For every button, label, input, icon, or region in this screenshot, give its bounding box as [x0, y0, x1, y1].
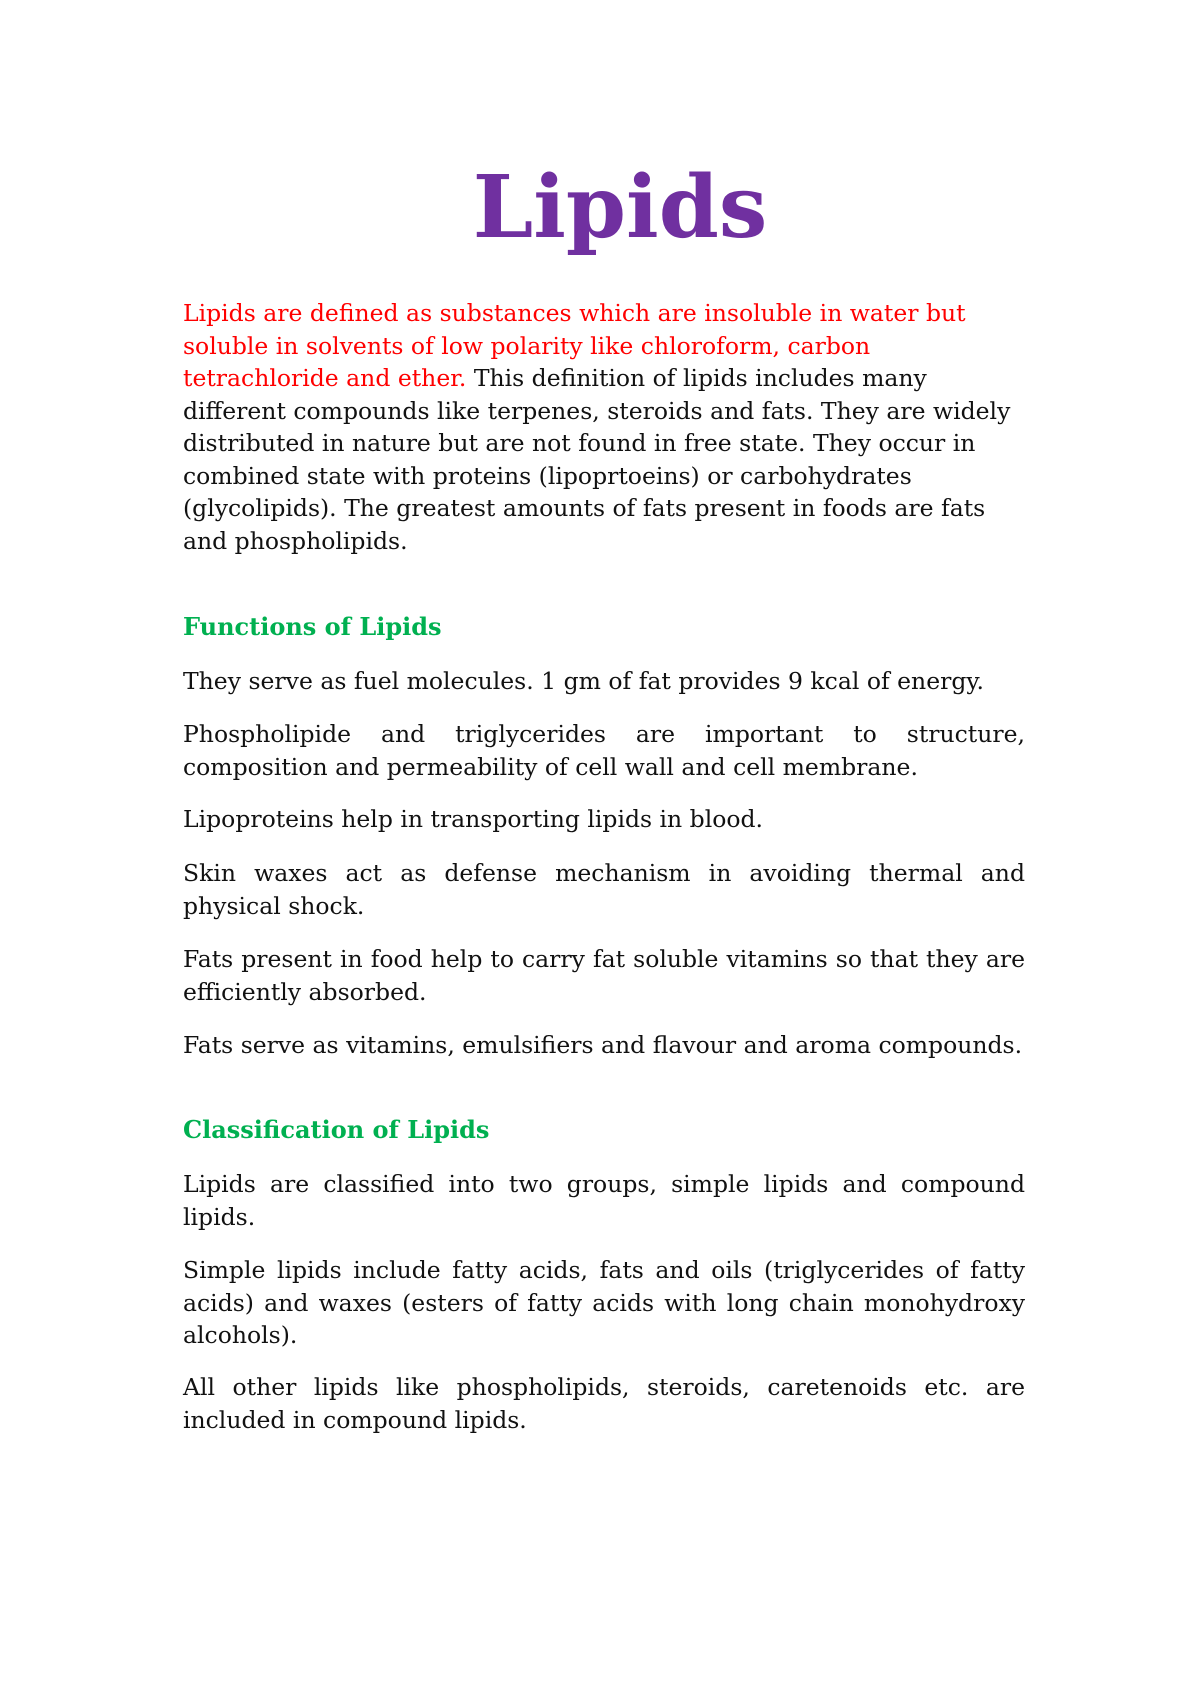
classification-item: Lipids are classified into two groups, simple lipids and compound lipids.	[183, 1170, 1025, 1231]
function-item: Fats serve as vitamins, emulsifiers and flavour and aroma compounds.	[183, 1031, 1023, 1059]
function-item: Phospholipide and triglycerides are important to structure, composition and permeability of cell wall and cell membrane.	[183, 720, 1025, 781]
function-item: Lipoproteins help in transporting lipids in blood.	[183, 805, 764, 833]
function-item: Fats present in food help to carry fat soluble vitamins so that they are efficiently absorbed.	[183, 945, 1025, 1006]
classification-item: All other lipids like phospholipids, steroids, caretenoids etc. are included in compound lipids.	[183, 1373, 1025, 1434]
page-title: Lipids	[472, 157, 768, 258]
intro-body-text: This definition of lipids includes many different compounds like terpenes, steroids and fats. They are widely distributed in nature but are not found in free state. They occur in combined state with proteins (lipoprtoeins) or carbohydrates (glycolipids). The greatest amounts of fats present in foods are fats and phospholipids.	[183, 364, 1011, 555]
functions-heading: Functions of Lipids	[183, 612, 442, 641]
lipid-definition: Lipids are defined as substances which are insoluble in water but soluble in solvents of low polarity like chloroform, carbon tetrachloride and ether.	[183, 299, 966, 392]
function-item: They serve as fuel molecules. 1 gm of fat provides 9 kcal of energy.	[183, 667, 984, 695]
classification-item: Simple lipids include fatty acids, fats and oils (triglycerides of fatty acids) and waxes (esters of fatty acids with long chain monohydroxy alcohols).	[183, 1256, 1025, 1349]
intro-paragraph	[183, 297, 1018, 557]
function-item: Skin waxes act as defense mechanism in avoiding thermal and physical shock.	[183, 859, 1025, 920]
classification-heading: Classification of Lipids	[183, 1115, 490, 1144]
